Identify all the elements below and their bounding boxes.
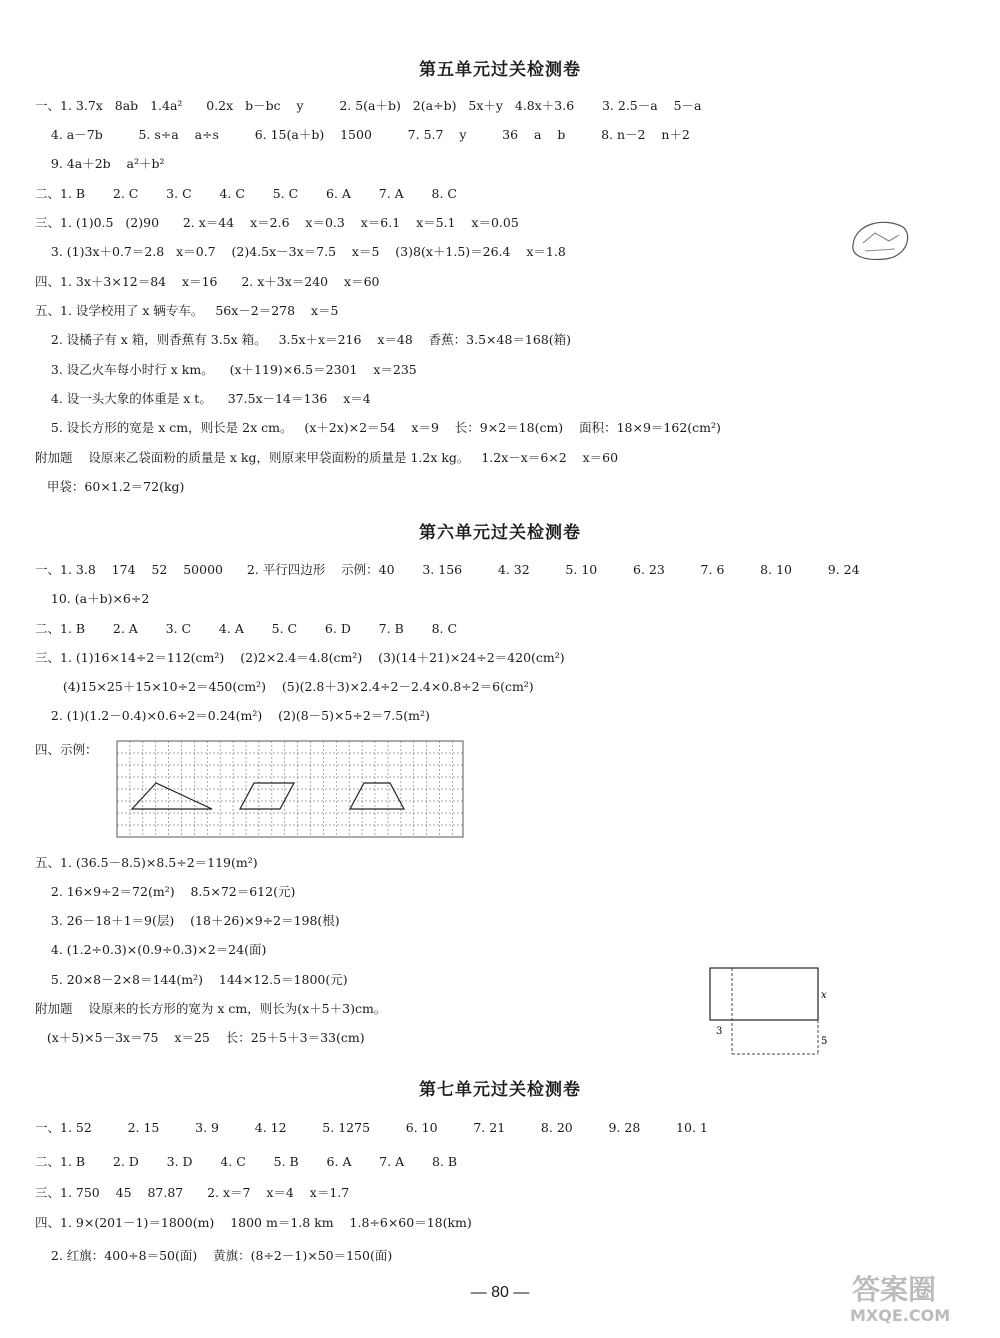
unit6-line: 2. 16×9÷2＝72(m²) 8.5×72＝612(元) xyxy=(35,884,296,899)
rectangle-figure xyxy=(700,962,830,1062)
unit6-line: (4)15×25＋15×10÷2＝450(cm²) (5)(2.8＋3)×2.4÷2－2.4×0.8÷2＝6(cm²) xyxy=(35,679,534,694)
grid-figure xyxy=(116,740,466,840)
unit5-line: 附加题 设原来乙袋面粉的质量是 x kg，则原来甲袋面粉的质量是 1.2x kg。 1.2x－x＝6×2 x＝60 xyxy=(35,450,619,465)
unit6-title: 第六单元过关检测卷 xyxy=(419,523,581,543)
unit5-line: 4. 设一头大象的体重是 x t。 37.5x－14＝136 x＝4 xyxy=(35,391,371,406)
unit6-line: 五、1. (36.5－8.5)×8.5÷2＝119(m²) xyxy=(35,855,258,870)
unit7-line: 四、1. 9×(201－1)＝1800(m) 1800 m＝1.8 km 1.8÷6×60＝18(km) xyxy=(35,1215,472,1230)
unit6-line: 三、1. (1)16×14÷2＝112(cm²) (2)2×2.4＝4.8(cm²) (3)(14＋21)×24÷2＝420(cm²) xyxy=(35,650,565,665)
unit5-line: 甲袋：60×1.2＝72(kg) xyxy=(35,479,185,494)
unit5-line: 3. (1)3x＋0.7＝2.8 x＝0.7 (2)4.5x－3x＝7.5 x＝5 (3)8(x＋1.5)＝26.4 x＝1.8 xyxy=(35,244,566,259)
unit5-title: 第五单元过关检测卷 xyxy=(419,60,581,80)
figure-label-3: 3 xyxy=(716,1026,723,1037)
unit7-title: 第七单元过关检测卷 xyxy=(419,1080,581,1100)
unit5-line: 4. a－7b 5. s÷a a÷s 6. 15(a＋b) 1500 7. 5.7 y 36 a b 8. n－2 n＋2 xyxy=(35,127,690,142)
watermark-url: MXQE.COM xyxy=(850,1306,951,1325)
unit7-line: 三、1. 750 45 87.87 2. x＝7 x＝4 x＝1.7 xyxy=(35,1185,350,1200)
figure-label-5: 5 xyxy=(821,1036,828,1047)
page-number: — 80 — xyxy=(470,1284,530,1301)
unit6-line: 2. (1)(1.2－0.4)×0.6÷2＝0.24(m²) (2)(8－5)×5÷2＝7.5(m²) xyxy=(35,708,430,723)
stamp-icon xyxy=(845,215,915,265)
unit6-line: 10. (a＋b)×6÷2 xyxy=(35,591,150,606)
unit5-line: 2. 设橘子有 x 箱，则香蕉有 3.5x 箱。 3.5x＋x＝216 x＝48 香蕉：3.5×48＝168(箱) xyxy=(35,332,572,347)
unit5-line: 5. 设长方形的宽是 x cm，则长是 2x cm。 (x＋2x)×2＝54 x＝9 长：9×2＝18(cm) 面积：18×9＝162(cm²) xyxy=(35,420,721,435)
unit5-line: 五、1. 设学校用了 x 辆专车。 56x－2＝278 x＝5 xyxy=(35,303,339,318)
unit7-line: 一、1. 52 2. 15 3. 9 4. 12 5. 1275 6. 10 7. 21 8. 20 9. 28 10. 1 xyxy=(35,1120,708,1135)
unit5-line: 一、1. 3.7x 8ab 1.4a² 0.2x b－bc y 2. 5(a＋b) 2(a÷b) 5x＋y 4.8x＋3.6 3. 2.5－a 5－a xyxy=(35,98,702,113)
unit6-line: 4. (1.2÷0.3)×(0.9÷0.3)×2＝24(面) xyxy=(35,942,267,957)
unit5-line: 9. 4a＋2b a²＋b² xyxy=(35,156,165,171)
unit6-line: 3. 26－18＋1＝9(层) (18＋26)×9÷2＝198(根) xyxy=(35,913,340,928)
unit6-line: 四、示例： xyxy=(35,742,98,757)
unit5-line: 三、1. (1)0.5 (2)90 2. x＝44 x＝2.6 x＝0.3 x＝6.1 x＝5.1 x＝0.05 xyxy=(35,215,519,230)
unit5-line: 四、1. 3x＋3×12＝84 x＝16 2. x＋3x＝240 x＝60 xyxy=(35,274,380,289)
unit7-line: 二、1. B 2. D 3. D 4. C 5. B 6. A 7. A 8. B xyxy=(35,1154,458,1169)
unit5-line: 3. 设乙火车每小时行 x km。 (x＋119)×6.5＝2301 x＝235 xyxy=(35,362,417,377)
unit6-line: 二、1. B 2. A 3. C 4. A 5. C 6. D 7. B 8. C xyxy=(35,621,458,636)
unit5-line: 二、1. B 2. C 3. C 4. C 5. C 6. A 7. A 8. C xyxy=(35,186,457,201)
unit6-line: (x＋5)×5－3x＝75 x＝25 长：25＋5＋3＝33(cm) xyxy=(35,1030,365,1045)
unit6-line: 5. 20×8－2×8＝144(m²) 144×12.5＝1800(元) xyxy=(35,972,348,987)
watermark-logo: 答案圈 xyxy=(852,1273,937,1306)
unit6-line: 附加题 设原来的长方形的宽为 x cm，则长为(x＋5＋3)cm。 xyxy=(35,1001,387,1016)
unit6-line: 一、1. 3.8 174 52 50000 2. 平行四边形 示例：40 3. 156 4. 32 5. 10 6. 23 7. 6 8. 10 9. 24 xyxy=(35,562,860,577)
figure-label-x: x xyxy=(821,990,827,1001)
unit7-line: 2. 红旗：400÷8＝50(面) 黄旗：(8÷2－1)×50＝150(面) xyxy=(35,1248,393,1263)
